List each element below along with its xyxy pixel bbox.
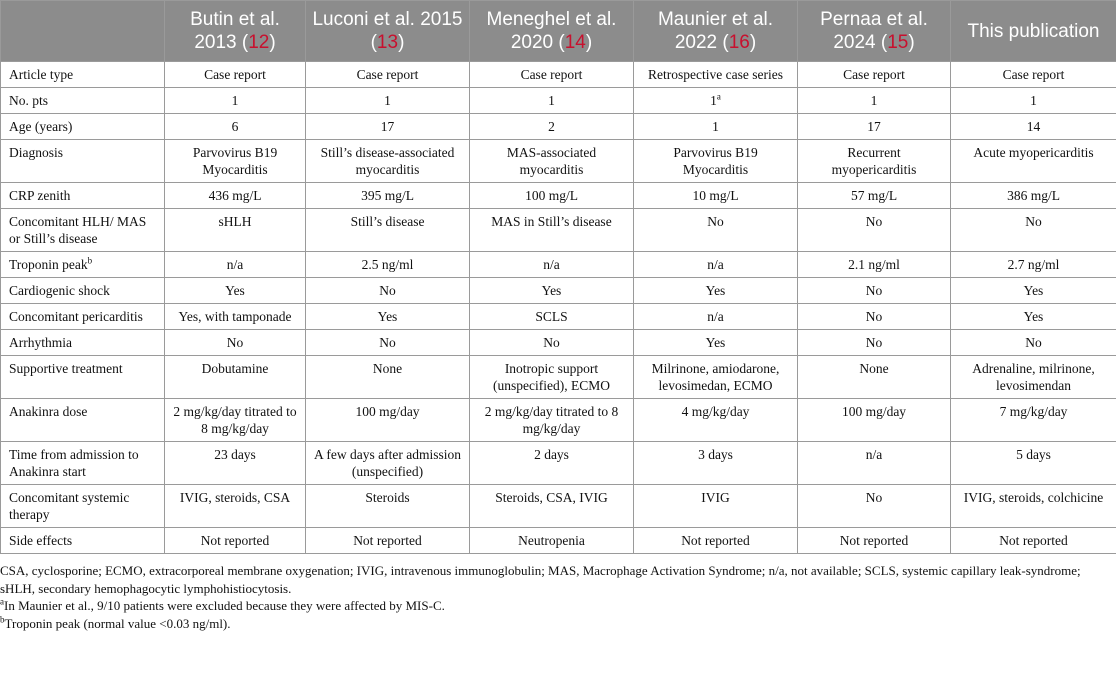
table-cell	[306, 114, 470, 140]
cell-value: 7 mg/kg/day	[999, 404, 1068, 419]
cell-value: Yes	[1023, 309, 1044, 324]
table-cell	[634, 356, 798, 399]
row-label-text: Supportive treatment	[9, 361, 123, 376]
row-label	[1, 330, 165, 356]
cell-value: 2.1 ng/ml	[848, 257, 900, 272]
table-cell	[470, 252, 634, 278]
cell-value: Case report	[204, 67, 266, 82]
cell-value: 1	[870, 93, 878, 108]
table-cell	[165, 356, 306, 399]
table-cell	[165, 528, 306, 554]
cell-value: Retrospective case series	[648, 67, 783, 82]
cell-value: No	[379, 283, 396, 298]
table-cell	[798, 330, 951, 356]
table-cell	[306, 399, 470, 442]
cell-value: No	[226, 335, 244, 350]
reference-link[interactable]: 14	[564, 32, 586, 53]
table-cell	[634, 140, 798, 183]
row-label-text: Anakinra dose	[9, 404, 88, 419]
cell-value: MAS in Still’s disease	[491, 214, 612, 229]
table-cell	[165, 88, 306, 114]
header-blank	[1, 1, 165, 62]
table-cell	[165, 209, 306, 252]
table-cell	[470, 356, 634, 399]
table-cell	[165, 304, 306, 330]
table-cell	[306, 88, 470, 114]
table-row	[1, 88, 1116, 114]
table-cell	[798, 183, 951, 209]
table-row	[1, 140, 1116, 183]
row-label-text: No. pts	[9, 93, 49, 108]
cell-value: IVIG	[701, 490, 730, 505]
cell-value: No	[865, 283, 883, 298]
cell-value: 2.7 ng/ml	[1007, 257, 1060, 272]
cell-value: IVIG, steroids, colchicine	[963, 490, 1104, 505]
table-cell	[798, 62, 951, 88]
table-row	[1, 528, 1116, 554]
cell-value: 2 mg/kg/day titrated to 8 mg/kg/day	[484, 404, 619, 436]
cell-value: 2	[548, 119, 555, 134]
column-header: Meneghel et al. 2020 (14)	[470, 1, 634, 62]
cell-value: 17	[380, 119, 395, 134]
footnote-b-text: Troponin peak (normal value <0.03 ng/ml).	[4, 615, 231, 631]
table-cell	[951, 330, 1116, 356]
table-cell	[165, 485, 306, 528]
cell-value: 1	[231, 93, 239, 108]
reference-link[interactable]: 13	[376, 32, 399, 53]
cell-value: A few days after admission (unspecified)	[314, 447, 461, 479]
table-cell	[798, 442, 951, 485]
cell-value: 1	[712, 119, 719, 134]
table-cell	[470, 399, 634, 442]
cell-value: None	[372, 361, 403, 376]
footnote-b	[0, 615, 1116, 633]
table-cell	[306, 528, 470, 554]
cell-value: No	[1025, 335, 1042, 350]
study-name: Maunier et al. 2022	[657, 9, 774, 53]
reference-link[interactable]: 16	[728, 32, 750, 53]
table-cell	[165, 140, 306, 183]
table-cell	[951, 88, 1116, 114]
cell-value: 1	[384, 93, 391, 108]
table-cell	[951, 209, 1116, 252]
row-label	[1, 183, 165, 209]
row-label	[1, 356, 165, 399]
table-header-row	[1, 1, 1116, 62]
table-cell	[951, 528, 1116, 554]
table-cell	[798, 278, 951, 304]
table-row	[1, 442, 1116, 485]
table-cell	[634, 485, 798, 528]
table-cell	[634, 278, 798, 304]
table-cell	[306, 485, 470, 528]
table-cell	[165, 62, 306, 88]
footnote-marker: b	[87, 255, 93, 266]
table-cell	[306, 62, 470, 88]
row-label-text: Article type	[9, 67, 74, 82]
row-label-text: Troponin peak	[9, 257, 88, 272]
cell-value: Not reported	[681, 533, 750, 548]
table-row	[1, 62, 1116, 88]
cell-value: Steroids	[365, 490, 410, 505]
table-cell	[634, 252, 798, 278]
table-cell	[634, 183, 798, 209]
table-cell	[306, 304, 470, 330]
cell-value: 386 mg/L	[1007, 188, 1060, 203]
table-cell	[951, 140, 1116, 183]
study-name: Meneghel et al. 2020	[486, 9, 617, 53]
reference-link[interactable]: 12	[248, 32, 270, 53]
cell-value: Dobutamine	[201, 361, 269, 376]
table-row	[1, 252, 1116, 278]
cell-value: 57 mg/L	[850, 188, 898, 203]
cell-value: Neutropenia	[518, 533, 585, 548]
row-label-text: Side effects	[9, 533, 73, 548]
cell-value: Yes	[1023, 283, 1044, 298]
cell-value: Adrenaline, milrinone, levosimendan	[972, 361, 1095, 393]
row-label-text: Diagnosis	[9, 145, 63, 160]
table-cell	[165, 252, 306, 278]
row-label	[1, 399, 165, 442]
row-label	[1, 442, 165, 485]
cell-value: IVIG, steroids, CSA	[179, 490, 291, 505]
row-label	[1, 62, 165, 88]
study-name: Pernaa et al. 2024	[820, 9, 928, 53]
cell-value: No	[543, 335, 560, 350]
table-cell	[470, 528, 634, 554]
table-cell	[798, 485, 951, 528]
cell-value: 100 mg/day	[841, 404, 907, 419]
footnote-a-text: In Maunier et al., 9/10 patients were excluded because they were affected by MIS-C.	[4, 598, 445, 613]
table-row	[1, 304, 1116, 330]
study-name: This publication	[967, 20, 1100, 42]
cell-value: 6	[231, 119, 239, 134]
cell-value: Milrinone, amiodarone, levosimedan, ECMO	[651, 361, 780, 393]
cell-value: Case report	[843, 67, 905, 82]
cell-value: Yes	[225, 283, 245, 298]
cell-value: 14	[1026, 119, 1041, 134]
cell-value: Case report	[520, 67, 583, 82]
table-cell	[306, 442, 470, 485]
table-cell	[165, 183, 306, 209]
footnote-b-mark: b	[0, 614, 5, 625]
table-cell	[306, 140, 470, 183]
cell-value: 436 mg/L	[208, 188, 262, 203]
table-cell	[470, 278, 634, 304]
cell-value: 2 days	[534, 447, 569, 462]
column-header: Butin et al. 2013 (12)	[165, 1, 306, 62]
cell-value: No	[707, 214, 724, 229]
table-cell	[798, 114, 951, 140]
table-cell	[306, 278, 470, 304]
cell-value: 1	[548, 93, 555, 108]
table-cell	[470, 485, 634, 528]
column-header: Luconi et al. 2015 (13)	[306, 1, 470, 62]
table-cell	[951, 356, 1116, 399]
row-label-text: CRP zenith	[9, 188, 71, 203]
cell-value: 10 mg/L	[692, 188, 739, 203]
row-label	[1, 209, 165, 252]
table-cell	[951, 399, 1116, 442]
row-label-text: Concomitant HLH/ MAS or Still’s disease	[9, 214, 147, 246]
column-header: Pernaa et al. 2024 (15)	[798, 1, 951, 62]
cell-value: None	[859, 361, 889, 376]
cell-value: No	[379, 335, 396, 350]
table-cell	[634, 88, 798, 114]
row-label-text: Concomitant pericarditis	[9, 309, 143, 324]
table-cell	[798, 209, 951, 252]
table-row	[1, 114, 1116, 140]
cell-value: n/a	[226, 257, 244, 272]
cell-value: n/a	[707, 309, 724, 324]
row-label	[1, 114, 165, 140]
cell-value: Case report	[356, 67, 419, 82]
cell-value: No	[865, 335, 883, 350]
cell-value: 2 mg/kg/day titrated to 8 mg/kg/day	[173, 404, 297, 436]
table-cell	[951, 62, 1116, 88]
table-body	[1, 62, 1116, 554]
table-cell	[951, 278, 1116, 304]
table-cell	[165, 442, 306, 485]
table-cell	[634, 62, 798, 88]
table-cell	[470, 62, 634, 88]
row-label-text: Cardiogenic shock	[9, 283, 110, 298]
cell-value: n/a	[865, 447, 883, 462]
table-row	[1, 356, 1116, 399]
column-header: Maunier et al. 2022 (16)	[634, 1, 798, 62]
table-row	[1, 399, 1116, 442]
row-label	[1, 278, 165, 304]
table-cell	[634, 330, 798, 356]
table-cell	[951, 183, 1116, 209]
footnote-a-mark: a	[0, 596, 4, 607]
cell-value: Yes	[705, 335, 726, 350]
abbreviations-note: CSA, cyclosporine; ECMO, extracorporeal membrane oxygenation; IVIG, intravenous immunoglobulin; MAS, Macrophage Activation Syndrome; n/a, not available; SCLS, systemic capillary leak-syndrome; sHLH, secondary hemophagocytic lymphohistiocytosis.	[0, 563, 1081, 596]
table-cell	[951, 304, 1116, 330]
row-label	[1, 252, 165, 278]
table-cell	[470, 183, 634, 209]
cell-value: Inotropic support (unspecified), ECMO	[493, 361, 610, 393]
cell-value: Not reported	[353, 533, 422, 548]
cell-value: 2.5 ng/ml	[361, 257, 414, 272]
table-cell	[634, 209, 798, 252]
cell-value: No	[1025, 214, 1042, 229]
table-cell	[798, 528, 951, 554]
table-cell	[798, 140, 951, 183]
row-label	[1, 304, 165, 330]
cell-value: Yes	[377, 309, 398, 324]
cell-value: Not reported	[999, 533, 1068, 548]
cell-value: Still’s disease	[350, 214, 425, 229]
cell-value: No	[865, 309, 883, 324]
row-label-text: Age (years)	[9, 119, 73, 134]
table-row	[1, 209, 1116, 252]
table-cell	[951, 252, 1116, 278]
cell-value: Parvovirus B19 Myocarditis	[192, 145, 278, 177]
row-label	[1, 485, 165, 528]
table-cell	[165, 278, 306, 304]
cell-value: 5 days	[1016, 447, 1051, 462]
column-header	[951, 1, 1116, 62]
table-cell	[470, 442, 634, 485]
row-label-text: Concomitant systemic therapy	[9, 490, 130, 522]
table-cell	[798, 252, 951, 278]
table-cell	[165, 399, 306, 442]
footnote-marker: a	[716, 91, 721, 102]
cell-value: 1	[1030, 93, 1037, 108]
cell-value: MAS-associated myocarditis	[506, 145, 597, 177]
table-cell	[634, 442, 798, 485]
table-cell	[165, 330, 306, 356]
cell-value: 100 mg/L	[525, 188, 578, 203]
cell-value: No	[865, 214, 883, 229]
cell-value: 17	[867, 119, 881, 134]
cell-value: n/a	[543, 257, 560, 272]
cell-value: 100 mg/day	[355, 404, 420, 419]
table-cell	[634, 528, 798, 554]
cell-value: No	[865, 490, 883, 505]
table-row	[1, 183, 1116, 209]
table-cell	[306, 209, 470, 252]
cell-value: Not reported	[839, 533, 909, 548]
cell-value: Case report	[1002, 67, 1065, 82]
row-label-text: Time from admission to Anakinra start	[9, 447, 139, 479]
cell-value: Steroids, CSA, IVIG	[495, 490, 608, 505]
cell-value: SCLS	[535, 309, 568, 324]
cell-value: 3 days	[698, 447, 733, 462]
table-cell	[634, 304, 798, 330]
table-cell	[798, 88, 951, 114]
table-cell	[951, 485, 1116, 528]
cell-value: Yes, with tamponade	[178, 309, 292, 324]
table-cell	[798, 399, 951, 442]
cell-value: Yes	[705, 283, 726, 298]
table-cell	[165, 114, 306, 140]
study-name: Luconi et al. 2015	[312, 9, 463, 30]
table-cell	[306, 330, 470, 356]
table-cell	[470, 88, 634, 114]
table-row	[1, 485, 1116, 528]
table-cell	[634, 399, 798, 442]
cell-value: Not reported	[200, 533, 270, 548]
study-name: Butin et al. 2013	[190, 9, 280, 53]
table-footnotes	[0, 554, 1116, 632]
table-cell	[470, 114, 634, 140]
table-cell	[470, 304, 634, 330]
table-cell	[951, 114, 1116, 140]
footnote-a	[0, 597, 1116, 615]
cell-value: 395 mg/L	[361, 188, 414, 203]
cell-value: Recurrent myopericarditis	[831, 145, 917, 177]
table-cell	[306, 356, 470, 399]
table-cell	[470, 330, 634, 356]
cell-value: Acute myopericarditis	[973, 145, 1094, 160]
cell-value: sHLH	[218, 214, 252, 229]
cell-value: Parvovirus B19 Myocarditis	[673, 145, 758, 177]
cell-value: 4 mg/kg/day	[681, 404, 750, 419]
table-cell	[798, 356, 951, 399]
table-cell	[306, 252, 470, 278]
table-cell	[634, 114, 798, 140]
row-label	[1, 528, 165, 554]
row-label	[1, 140, 165, 183]
table-cell	[951, 442, 1116, 485]
cell-value: Still’s disease-associated myocarditis	[320, 145, 455, 177]
cell-value: 23 days	[214, 447, 256, 462]
row-label-text: Arrhythmia	[9, 335, 72, 350]
cell-value: n/a	[707, 257, 724, 272]
cell-value: Yes	[541, 283, 562, 298]
table-cell	[306, 183, 470, 209]
row-label	[1, 88, 165, 114]
table-cell	[470, 209, 634, 252]
table-cell	[470, 140, 634, 183]
table-row	[1, 330, 1116, 356]
table-row	[1, 278, 1116, 304]
cell-value: 1	[710, 93, 717, 108]
reference-link[interactable]: 15	[887, 32, 909, 53]
table-cell	[798, 304, 951, 330]
